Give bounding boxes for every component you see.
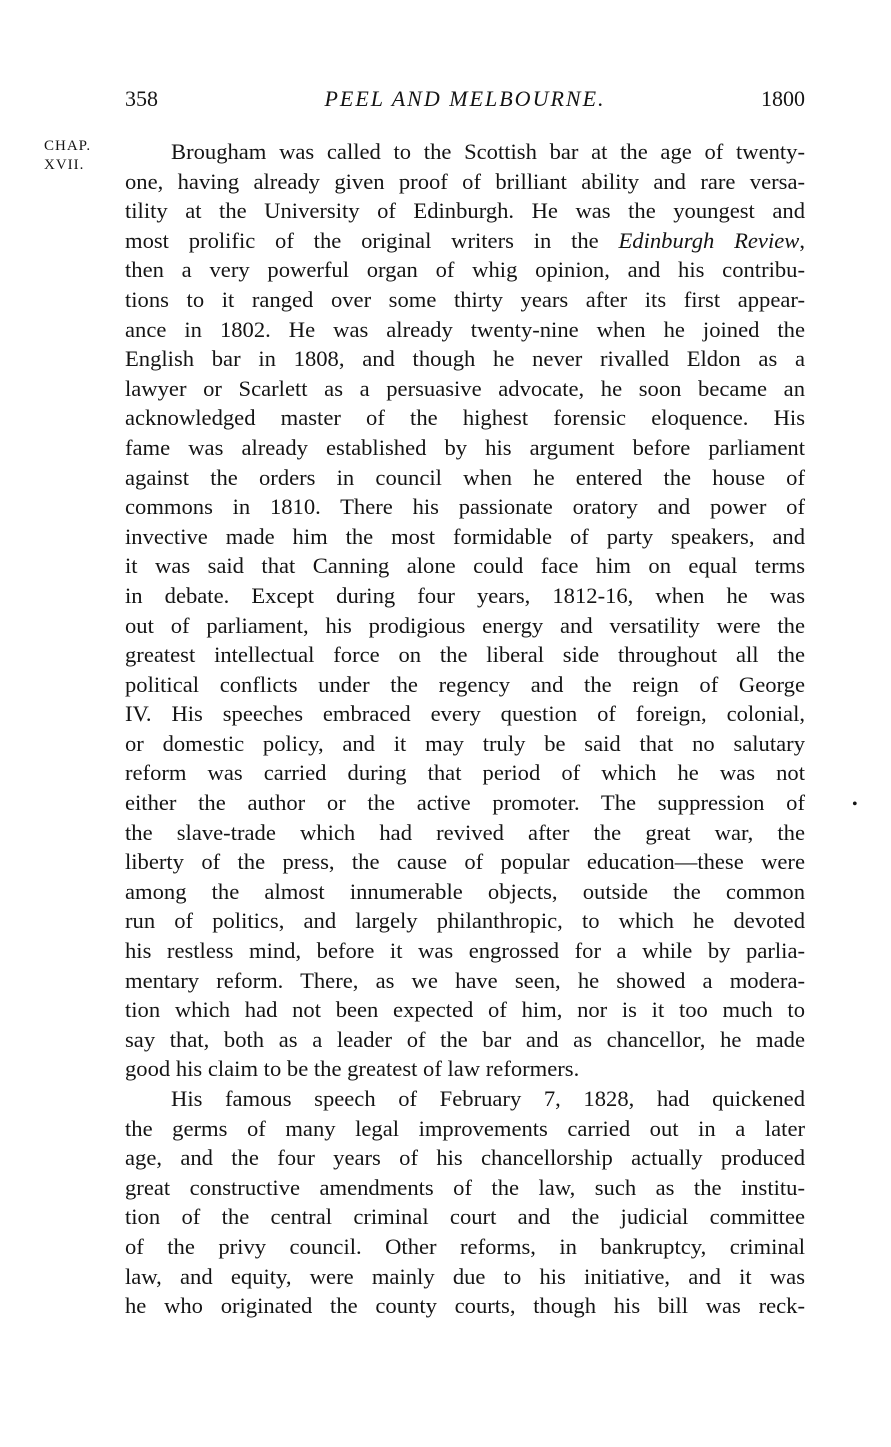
text-line: among the almost innumerable objects, outside the common <box>125 878 805 904</box>
text-line: fame was already established by his argument before parliament <box>125 434 805 460</box>
text-line: reform was carried during that period of which he was not <box>125 760 805 786</box>
text-line: say that, both as a leader of the bar and as chancellor, he made <box>125 1026 805 1052</box>
text-line: mentary reform. There, as we have seen, he showed a modera- <box>125 967 805 993</box>
margin-mark: • <box>852 796 858 813</box>
chapter-label: CHAP. <box>44 138 92 154</box>
text-line: commons in 1810. There his passionate oratory and power of <box>125 494 805 520</box>
text-line: good his claim to be the greatest of law reformers. <box>125 1056 580 1082</box>
text-line: political conflicts under the regency and the reign of George <box>125 671 805 697</box>
text-line: His famous speech of February 7, 1828, had quickened <box>171 1086 805 1111</box>
body-text <box>125 137 805 1321</box>
text-line: tions to it ranged over some thirty years after its first appear- <box>125 286 805 312</box>
text-line: age, and the four years of his chancellorship actually produced <box>125 1145 805 1171</box>
text-line: out of parliament, his prodigious energy and versatility were the <box>125 612 805 638</box>
text-line: ance in 1802. He was already twenty-nine when he joined the <box>125 316 805 342</box>
text-line: or domestic policy, and it may truly be said that no salutary <box>125 730 805 756</box>
text-line: either the author or the active promoter. The suppression of <box>125 790 805 816</box>
text-line: he who originated the county courts, though his bill was reck- <box>125 1293 805 1319</box>
text-line: his restless mind, before it was engrossed for a while by parlia- <box>125 938 805 964</box>
text-line: liberty of the press, the cause of popular education—these were <box>125 849 805 875</box>
journal-title: Edinburgh Review <box>618 227 800 253</box>
text-line: tion which had not been expected of him, nor is it too much to <box>125 997 805 1023</box>
text-line: lawyer or Scarlett as a persuasive advocate, he soon became an <box>125 375 805 401</box>
header-year: 1800 <box>761 86 805 111</box>
text-line: the germs of many legal improvements carried out in a later <box>125 1115 805 1141</box>
running-header <box>125 86 805 120</box>
text-line: of the privy council. Other reforms, in bankruptcy, criminal <box>125 1233 805 1259</box>
chapter-number: XVII. <box>44 157 85 173</box>
text-line-with-italic: most prolific of the original writers in the Edinburgh Review, <box>125 227 805 253</box>
text-line: great constructive amendments of the law, such as the institu- <box>125 1174 805 1200</box>
text-line: tion of the central criminal court and the judicial committee <box>125 1204 805 1230</box>
text-line: it was said that Canning alone could face him on equal terms <box>125 553 805 579</box>
text-line: IV. His speeches embraced every question of foreign, colonial, <box>125 701 805 727</box>
text-line: English bar in 1808, and though he never rivalled Eldon as a <box>125 346 805 372</box>
text-line: tility at the University of Edinburgh. He was the youngest and <box>125 198 805 224</box>
text-line: in debate. Except during four years, 1812-16, when he was <box>125 582 805 608</box>
text-line: the slave-trade which had revived after the great war, the <box>125 819 805 845</box>
text-line: invective made him the most formidable of party speakers, and <box>125 523 805 549</box>
text-line: greatest intellectual force on the liberal side throughout all the <box>125 642 805 668</box>
text-line: run of politics, and largely philanthropic, to which he devoted <box>125 908 805 934</box>
text-line: against the orders in council when he entered the house of <box>125 464 805 490</box>
text-line: then a very powerful organ of whig opinion, and his contribu- <box>125 257 805 283</box>
text-line: one, having already given proof of brilliant ability and rare versa- <box>125 168 805 194</box>
text-line: Brougham was called to the Scottish bar at the age of twenty- <box>171 139 805 164</box>
text-line: law, and equity, were mainly due to his initiative, and it was <box>125 1263 805 1289</box>
chapter-margin-note <box>44 137 91 175</box>
running-title: PEEL AND MELBOURNE. <box>324 86 606 111</box>
page-number: 358 <box>125 86 158 111</box>
text-line: acknowledged master of the highest forensic eloquence. His <box>125 405 805 431</box>
